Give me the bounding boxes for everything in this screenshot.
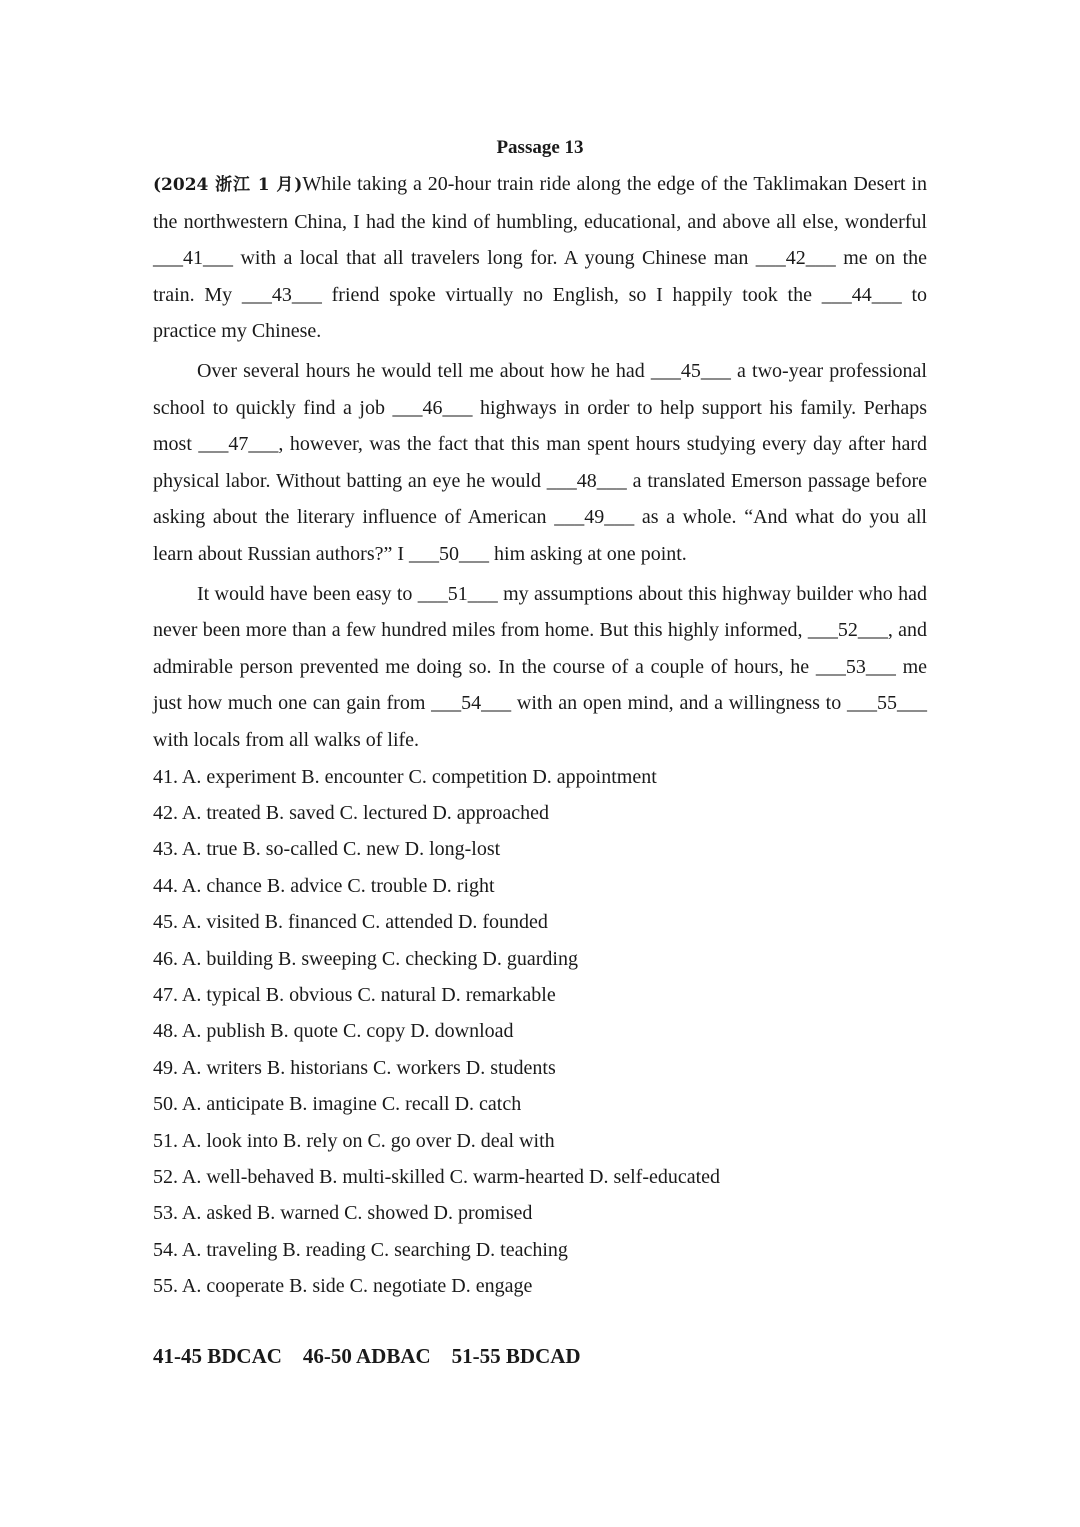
- paragraph-text: with a local that all travelers long for. A young Chinese man: [233, 247, 756, 270]
- blank-53: ___53___: [815, 655, 896, 678]
- blank-41: ___41___: [153, 247, 233, 270]
- paragraph-text: me just how much one can gain from: [153, 655, 927, 715]
- option-line-54: 54. A. traveling B. reading C. searching D. teaching: [153, 1238, 568, 1261]
- option-line-44: 44. A. chance B. advice C. trouble D. right: [153, 874, 495, 897]
- blank-45: ___45___: [650, 359, 731, 382]
- blank-46: ___46___: [392, 396, 473, 419]
- paragraph-3: [153, 576, 927, 759]
- blank-49: ___49___: [554, 506, 635, 529]
- paragraph-text: , and admirable person prevented me doing so. In the course of a couple of hours, he: [153, 619, 927, 678]
- paragraph-text: a translated Emerson passage before asking about the literary influence of American: [153, 469, 927, 529]
- option-line-52: 52. A. well-behaved B. multi-skilled C. warm-hearted D. self-educated: [153, 1165, 721, 1188]
- passage-title: Passage 13: [496, 137, 584, 158]
- option-line-46: 46. A. building B. sweeping C. checking D. guarding: [153, 947, 578, 970]
- paragraph-text: to practice my Chinese.: [153, 283, 927, 343]
- option-line-47: 47. A. typical B. obvious C. natural D. remarkable: [153, 983, 556, 1006]
- paragraph-text: my assumptions about this highway builder who had never been more than a few hundred miles from home. But this highly informed,: [153, 582, 927, 642]
- option-line-51: 51. A. look into B. rely on C. go over D. deal with: [153, 1129, 555, 1152]
- paragraph-text: It would have been easy to: [197, 582, 418, 605]
- option-line-45: 45. A. visited B. financed C. attended D. founded: [153, 911, 548, 934]
- paragraph-text: , however, was the fact that this man spent hours studying every day after hard physical labor. Without batting an eye he would: [153, 433, 927, 492]
- blank-44: ___44___: [821, 283, 902, 306]
- options-list: [153, 759, 927, 1305]
- blank-47: ___47___: [198, 433, 279, 456]
- paragraph-text: a two-year professional school to quickly find a job: [153, 359, 927, 419]
- paragraph-2: [153, 353, 927, 573]
- blank-55: ___55___: [847, 692, 927, 715]
- blank-48: ___48___: [546, 469, 627, 492]
- blank-51: ___51___: [417, 582, 498, 605]
- option-line-49: 49. A. writers B. historians C. workers D. students: [153, 1056, 556, 1079]
- paragraph-text: friend spoke virtually no English, so I happily took the: [321, 283, 822, 306]
- option-line-43: 43. A. true B. so-called C. new D. long-lost: [153, 838, 501, 861]
- document-page: [153, 134, 927, 1371]
- option-line-55: 55. A. cooperate B. side C. negotiate D. engage: [153, 1275, 533, 1298]
- paragraph-text: Over several hours he would tell me about how he had: [197, 359, 651, 382]
- paragraph-text: him asking at one point.: [489, 542, 687, 565]
- blank-42: ___42___: [755, 247, 836, 270]
- option-line-50: 50. A. anticipate B. imagine C. recall D. catch: [153, 1093, 522, 1116]
- option-line-42: 42. A. treated B. saved C. lectured D. approached: [153, 801, 549, 824]
- option-line-53: 53. A. asked B. warned C. showed D. promised: [153, 1202, 533, 1225]
- answer-key: 41-45 BDCAC 46-50 ADBAC 51-55 BDCAD: [153, 1343, 581, 1368]
- paragraph-text: While taking a 20-hour train ride along the edge of the Taklimakan Desert in the northwestern China, I had the kind of humbling, educational, and above all else, wonderful: [153, 173, 927, 233]
- paragraph-text: me on the train. My: [153, 247, 927, 306]
- paragraph-text: as a whole. “And what do you all learn about Russian authors?” I: [153, 506, 927, 565]
- blank-43: ___43___: [241, 283, 322, 306]
- paragraph-text: with an open mind, and a willingness to: [511, 692, 847, 715]
- blank-52: ___52___: [807, 619, 888, 642]
- paragraph-text: with locals from all walks of life.: [153, 728, 420, 751]
- paragraph-text: highways in order to help support his family. Perhaps most: [153, 396, 927, 456]
- blank-50: ___50___: [409, 542, 490, 565]
- paragraph-1-body: [153, 173, 927, 342]
- blank-54: ___54___: [431, 692, 512, 715]
- option-line-41: 41. A. experiment B. encounter C. competition D. appointment: [153, 765, 657, 788]
- source-label: (2024 浙江 1 月): [153, 175, 303, 195]
- paragraph-1: [153, 166, 927, 350]
- option-line-48: 48. A. publish B. quote C. copy D. download: [153, 1020, 514, 1043]
